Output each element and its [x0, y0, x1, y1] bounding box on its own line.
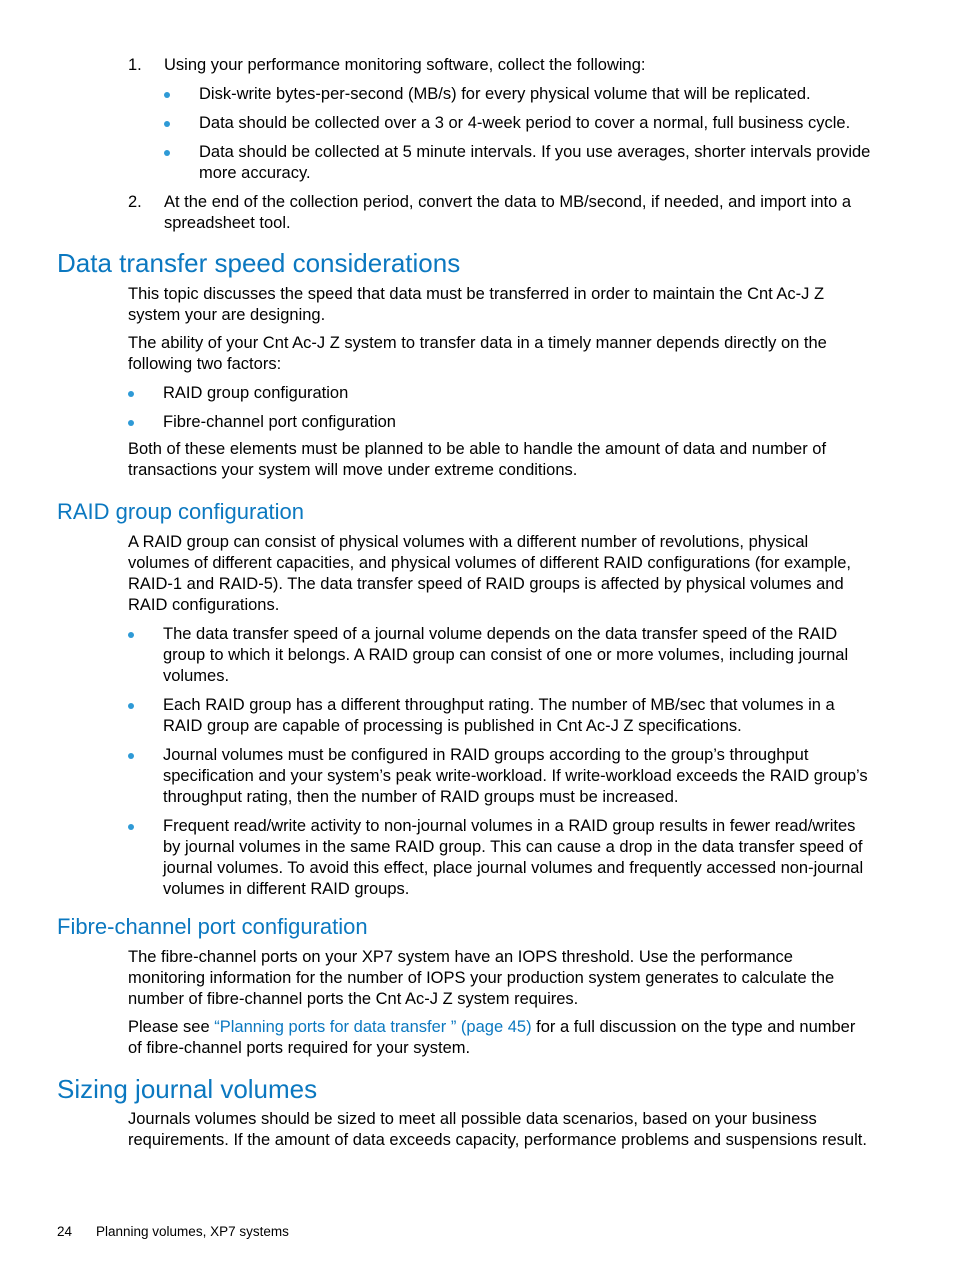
bullet-icon: [128, 420, 134, 426]
paragraph: This topic discusses the speed that data must be transferred in order to maintain the Cnt Ac-J Z system your are designing.: [128, 285, 825, 324]
bullet-icon: [164, 121, 170, 127]
section-fibre-channel: [128, 947, 868, 1059]
bullet-icon: [128, 824, 134, 830]
section-heading-data-transfer: Data transfer speed considerations: [57, 248, 461, 278]
paragraph: Both of these elements must be planned to be able to handle the amount of data and number of transactions your system will move under extreme conditions.: [128, 440, 827, 479]
step-text: Using your performance monitoring software, collect the following:: [164, 56, 646, 74]
step-item: [128, 192, 878, 234]
paragraph-suffix: for a full discussion on the type and number of fibre-channel ports required for your system.: [128, 1018, 856, 1057]
bullet-text: Fibre-channel port configuration: [163, 413, 396, 431]
bullet-text: Each RAID group has a different throughput rating. The number of MB/sec that volumes in a RAID group are capable of processing is published in Cnt Ac-J Z specifications.: [163, 696, 835, 735]
paragraph-prefix: Please see: [128, 1018, 215, 1036]
list-item: [164, 113, 878, 134]
bullet-text: RAID group configuration: [163, 384, 349, 402]
page-number: 24: [57, 1224, 73, 1239]
paragraph: Journals volumes should be sized to meet all possible data scenarios, based on your business requirements. If the amount of data exceeds capacity, performance problems and suspensions result.: [128, 1110, 867, 1149]
list-item: [164, 142, 878, 184]
section-data-transfer: [128, 284, 868, 481]
step-number: 2.: [128, 193, 142, 211]
list-item: [164, 84, 878, 105]
section-raid-group: [128, 532, 868, 906]
factor-bullet-list: [128, 383, 868, 433]
list-item: [128, 745, 868, 808]
list-item: [128, 383, 868, 404]
step-number: 1.: [128, 56, 142, 74]
list-item: [128, 816, 868, 900]
bullet-icon: [164, 150, 170, 156]
section-heading-sizing-journal: Sizing journal volumes: [57, 1074, 318, 1104]
bullet-text: Journal volumes must be configured in RAID groups according to the group’s throughput specification and your system’s peak write-workload. If write-workload exceeds the RAID group’s throughput rating, then the number of RAID groups must be increased.: [163, 746, 868, 806]
page-footer: [57, 1223, 289, 1241]
section-heading-fibre-channel: Fibre-channel port configuration: [57, 914, 368, 939]
paragraph: [128, 1017, 868, 1059]
step-item: [128, 55, 878, 184]
paragraph: The fibre-channel ports on your XP7 system have an IOPS threshold. Use the performance monitoring information for the number of IOPS your production system generates to calculate the number of fibre-channel ports the Cnt Ac-J Z system requires.: [128, 948, 835, 1008]
bullet-icon: [128, 632, 134, 638]
raid-bullet-list: [128, 624, 868, 900]
bullet-icon: [128, 753, 134, 759]
steps-list: [128, 55, 878, 234]
list-item: [128, 412, 868, 433]
bullet-text: Disk-write bytes-per-second (MB/s) for every physical volume that will be replicated.: [199, 85, 811, 103]
bullet-icon: [164, 92, 170, 98]
bullet-icon: [128, 391, 134, 397]
step-bullet-list: [164, 84, 878, 184]
paragraph: A RAID group can consist of physical volumes with a different number of revolutions, physical volumes of different capacities, and physical volumes of different RAID configurations (for example, RAID-1 and RAID-5). The data transfer speed of RAID groups is affected by physical volumes and RAID configurations.: [128, 533, 852, 614]
bullet-icon: [128, 703, 134, 709]
section-heading-raid-group: RAID group configuration: [57, 499, 305, 524]
planning-ports-link[interactable]: “Planning ports for data transfer ” (page 45): [214, 1018, 532, 1036]
list-item: [128, 695, 868, 737]
bullet-text: Data should be collected over a 3 or 4-week period to cover a normal, full business cycle.: [199, 114, 851, 132]
section-sizing-journal: [128, 1109, 868, 1151]
bullet-text: Frequent read/write activity to non-journal volumes in a RAID group results in fewer read/writes by journal volumes in the same RAID group. This can cause a drop in the data transfer speed of journal volumes. To avoid this effect, place journal volumes and frequently accessed non-journal volumes in different RAID groups.: [163, 817, 864, 898]
footer-title: Planning volumes, XP7 systems: [96, 1224, 289, 1239]
bullet-text: The data transfer speed of a journal volume depends on the data transfer speed of the RAID group to which it belongs. A RAID group can consist of one or more volumes, including journal volumes.: [163, 625, 849, 685]
paragraph: The ability of your Cnt Ac-J Z system to transfer data in a timely manner depends directly on the following two factors:: [128, 334, 827, 373]
step-text: At the end of the collection period, convert the data to MB/second, if needed, and import into a spreadsheet tool.: [164, 193, 852, 232]
bullet-text: Data should be collected at 5 minute intervals. If you use averages, shorter intervals provide more accuracy.: [199, 143, 871, 182]
list-item: [128, 624, 868, 687]
